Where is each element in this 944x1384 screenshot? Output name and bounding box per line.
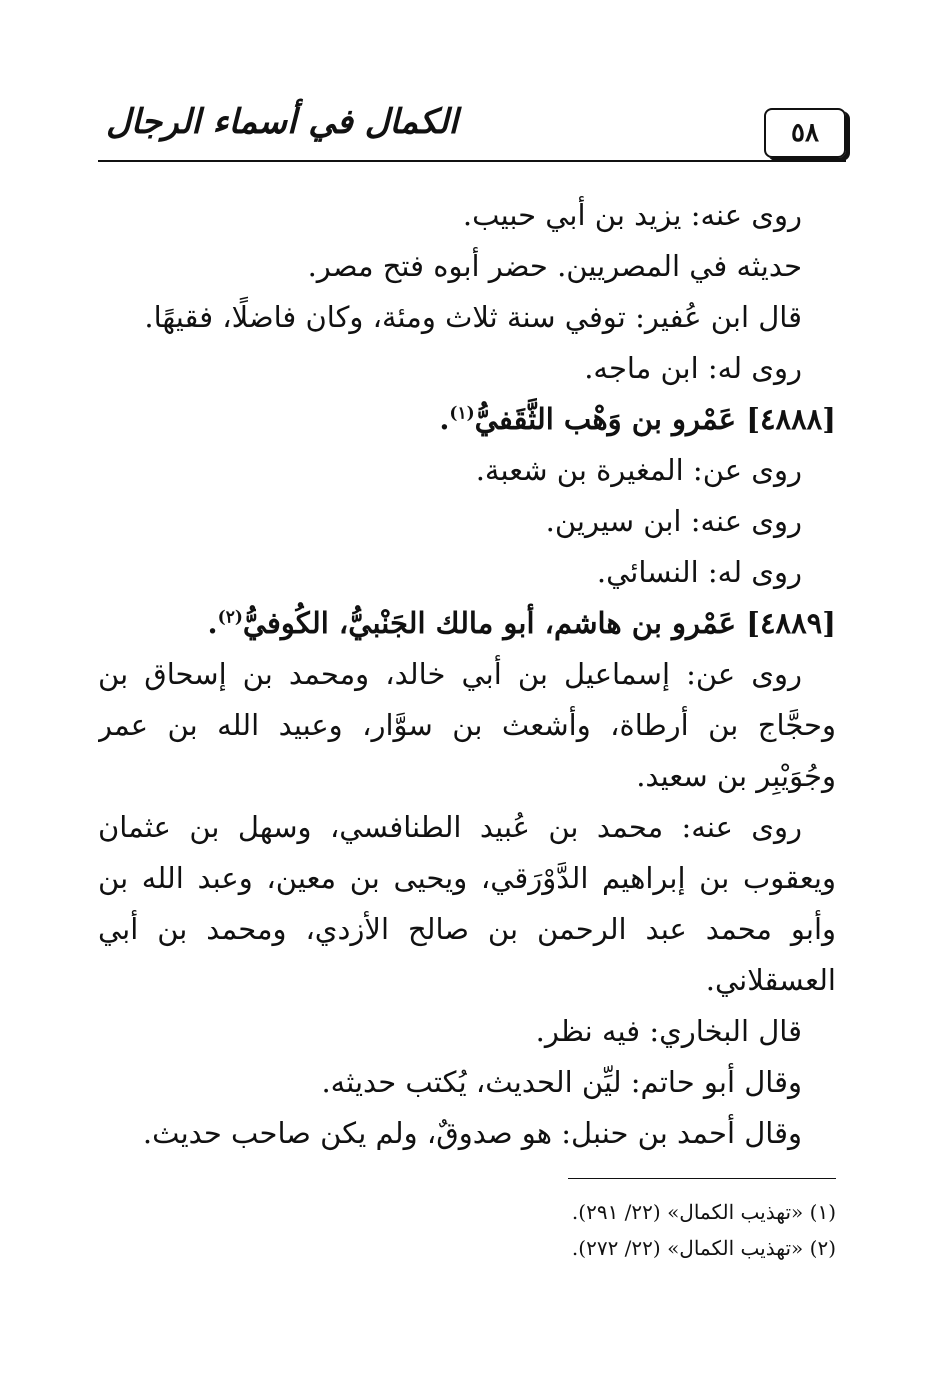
- text-line: روى عنه: ابن سيرين.: [545, 504, 802, 538]
- text-line: وقال أبو حاتم: ليِّن الحديث، يُكتب حديثه.: [321, 1065, 802, 1099]
- text-line: حديثه في المصريين. حضر أبوه فتح مصر.: [307, 249, 802, 283]
- text-line: وحجَّاج بن أرطاة، وأشعث بن سوَّار، وعبيد الله بن عمر: [98, 708, 836, 742]
- text-line: روى عن: المغيرة بن شعبة.: [475, 453, 802, 487]
- text-line: وأبو محمد عبد الرحمن بن صالح الأزدي، ومحمد بن أبي: [98, 912, 836, 946]
- entry-heading-4889: [98, 598, 836, 649]
- text-line: ويعقوب بن إبراهيم الدَّوْرَقي، ويحيى بن معين، وعبد الله بن: [98, 861, 836, 895]
- text-line: وقال أحمد بن حنبل: هو صدوقٌ، ولم يكن صاحب حديث.: [142, 1116, 802, 1150]
- main-text: [98, 190, 836, 1159]
- entry-number: [٤٨٨٩]: [746, 606, 836, 640]
- text-line: روى عنه: يزيد بن أبي حبيب.: [462, 198, 802, 232]
- entry-name: عَمْرو بن هاشم، أبو مالك الجَنْبيُّ، الكُوفيُّ: [242, 606, 737, 640]
- text-line: العسقلاني.: [705, 963, 836, 997]
- page-number: ٥٨: [791, 118, 819, 148]
- header-rule: [98, 160, 846, 162]
- entry-heading-4888: [98, 394, 836, 445]
- entry-period: .: [207, 606, 218, 640]
- page-number-box: [764, 108, 846, 158]
- footnote-marker: (١): [449, 403, 475, 424]
- footnote-2: (٢) «تهذيب الكمال» (٢٢/ ٢٧٢).: [571, 1236, 836, 1260]
- footnote-marker: (٢): [217, 607, 243, 628]
- entry-number: [٤٨٨٨]: [746, 402, 836, 436]
- text-line: قال ابن عُفير: توفي سنة ثلاث ومئة، وكان فاضلًا، فقيهًا.: [144, 300, 802, 334]
- footnote-1: (١) «تهذيب الكمال» (٢٢/ ٢٩١).: [571, 1200, 836, 1224]
- text-line: روى له: النسائي.: [596, 555, 802, 589]
- footnote-rule: [568, 1178, 836, 1179]
- entry-name: عَمْرو بن وَهْب الثَّقَفيُّ: [474, 402, 737, 436]
- footnotes: [336, 1194, 836, 1266]
- page-header: [98, 96, 846, 164]
- text-line: روى له: ابن ماجه.: [584, 351, 802, 385]
- entry-period: .: [439, 402, 450, 436]
- text-line: روى عنه: محمد بن عُبيد الطنافسي، وسهل بن عثمان: [98, 810, 802, 844]
- text-line: روى عن: إسماعيل بن أبي خالد، ومحمد بن إسحاق بن: [98, 657, 802, 691]
- text-line: قال البخاري: فيه نظر.: [535, 1014, 802, 1048]
- book-title: الكمال في أسماء الرجال: [106, 102, 458, 142]
- text-line: وجُوَيْبِر بن سعيد.: [636, 759, 836, 793]
